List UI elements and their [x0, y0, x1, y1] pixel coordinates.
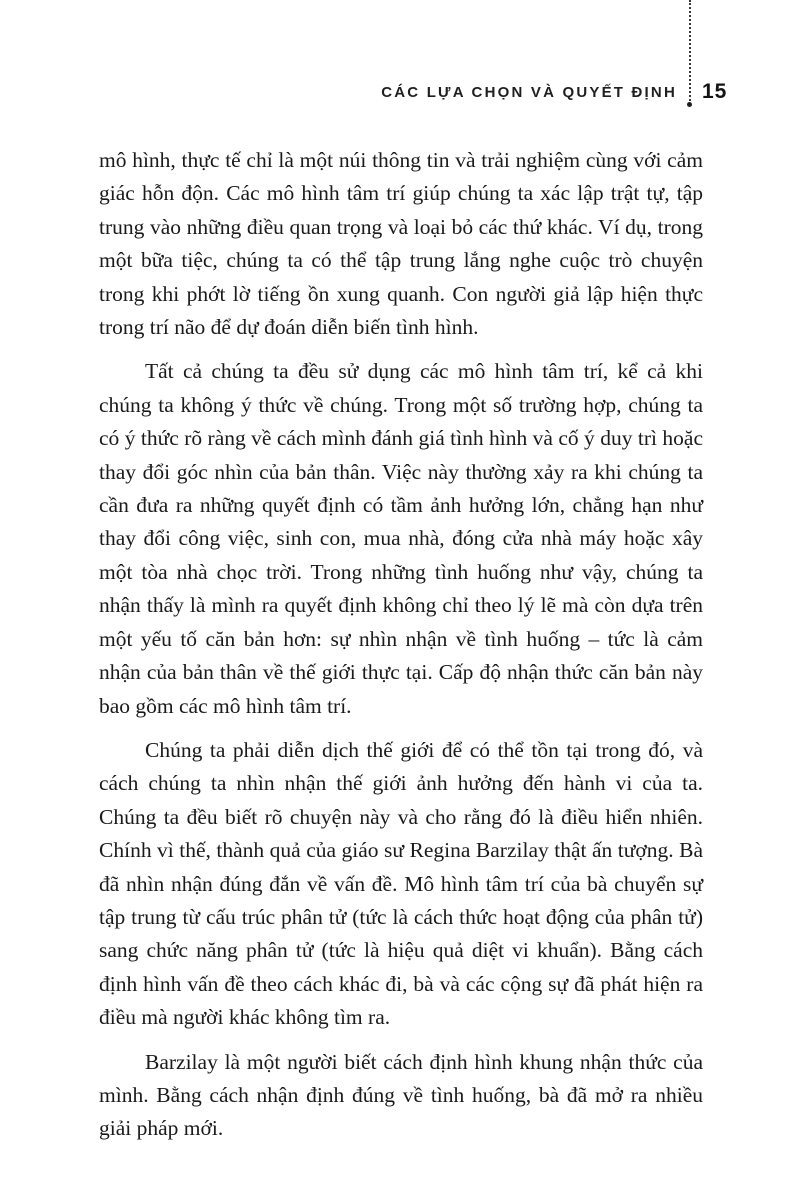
running-header-title: CÁC LỰA CHỌN VÀ QUYẾT ĐỊNH — [381, 84, 677, 101]
page-text-block — [99, 144, 703, 1157]
body-paragraph: Chúng ta phải diễn dịch thế giới để có thể tồn tại trong đó, và cách chúng ta nhìn nhận thế giới ảnh hưởng đến hành vi của ta. Chúng ta đều biết rõ chuyện này và cho rằng đó là điều hiển nhiên. Chính vì thế, thành quả của giáo sư Regina Barzilay thật ấn tượng. Bà đã nhìn nhận đúng đắn về vấn đề. Mô hình tâm trí của bà chuyển sự tập trung từ cấu trúc phân tử (tức là cách thức hoạt động của phân tử) sang chức năng phân tử (tức là hiệu quả diệt vi khuẩn). Bằng cách định hình vấn đề theo cách khác đi, bà và các cộng sự đã phát hiện ra điều mà người khác không tìm ra. — [99, 737, 703, 1030]
body-paragraph: Tất cả chúng ta đều sử dụng các mô hình tâm trí, kể cả khi chúng ta không ý thức về chúng. Trong một số trường hợp, chúng ta có ý thức rõ ràng về cách mình đánh giá tình hình và cố ý duy trì hoặc thay đổi góc nhìn của bản thân. Việc này thường xảy ra khi chúng ta cần đưa ra những quyết định có tầm ảnh hưởng lớn, chẳng hạn như thay đổi công việc, sinh con, mua nhà, đóng cửa nhà máy hoặc xây một tòa nhà chọc trời. Trong những tình huống như vậy, chúng ta nhận thấy là mình ra quyết định không chỉ theo lý lẽ mà còn dựa trên một yếu tố căn bản hơn: sự nhìn nhận về tình huống – tức là cảm nhận của bản thân về thế giới thực tại. Cấp độ nhận thức căn bản này bao gồm các mô hình tâm trí. — [99, 359, 703, 718]
body-paragraph: mô hình, thực tế chỉ là một núi thông tin và trải nghiệm cùng với cảm giác hỗn độn. Các mô hình tâm trí giúp chúng ta xác lập trật tự, tập trung vào những điều quan trọng và loại bỏ các thứ khác. Ví dụ, trong một bữa tiệc, chúng ta có thể tập trung lắng nghe cuộc trò chuyện trong khi phớt lờ tiếng ồn xung quanh. Con người giả lập hiện thực trong trí não để dự đoán diễn biến tình hình. — [99, 148, 703, 340]
body-paragraph: Barzilay là một người biết cách định hình khung nhận thức của mình. Bằng cách nhận định đúng về tình huống, bà đã mở ra nhiều giải pháp mới. — [99, 1049, 703, 1141]
header-dotted-separator-line — [689, 0, 691, 101]
page-number: 15 — [702, 80, 728, 103]
